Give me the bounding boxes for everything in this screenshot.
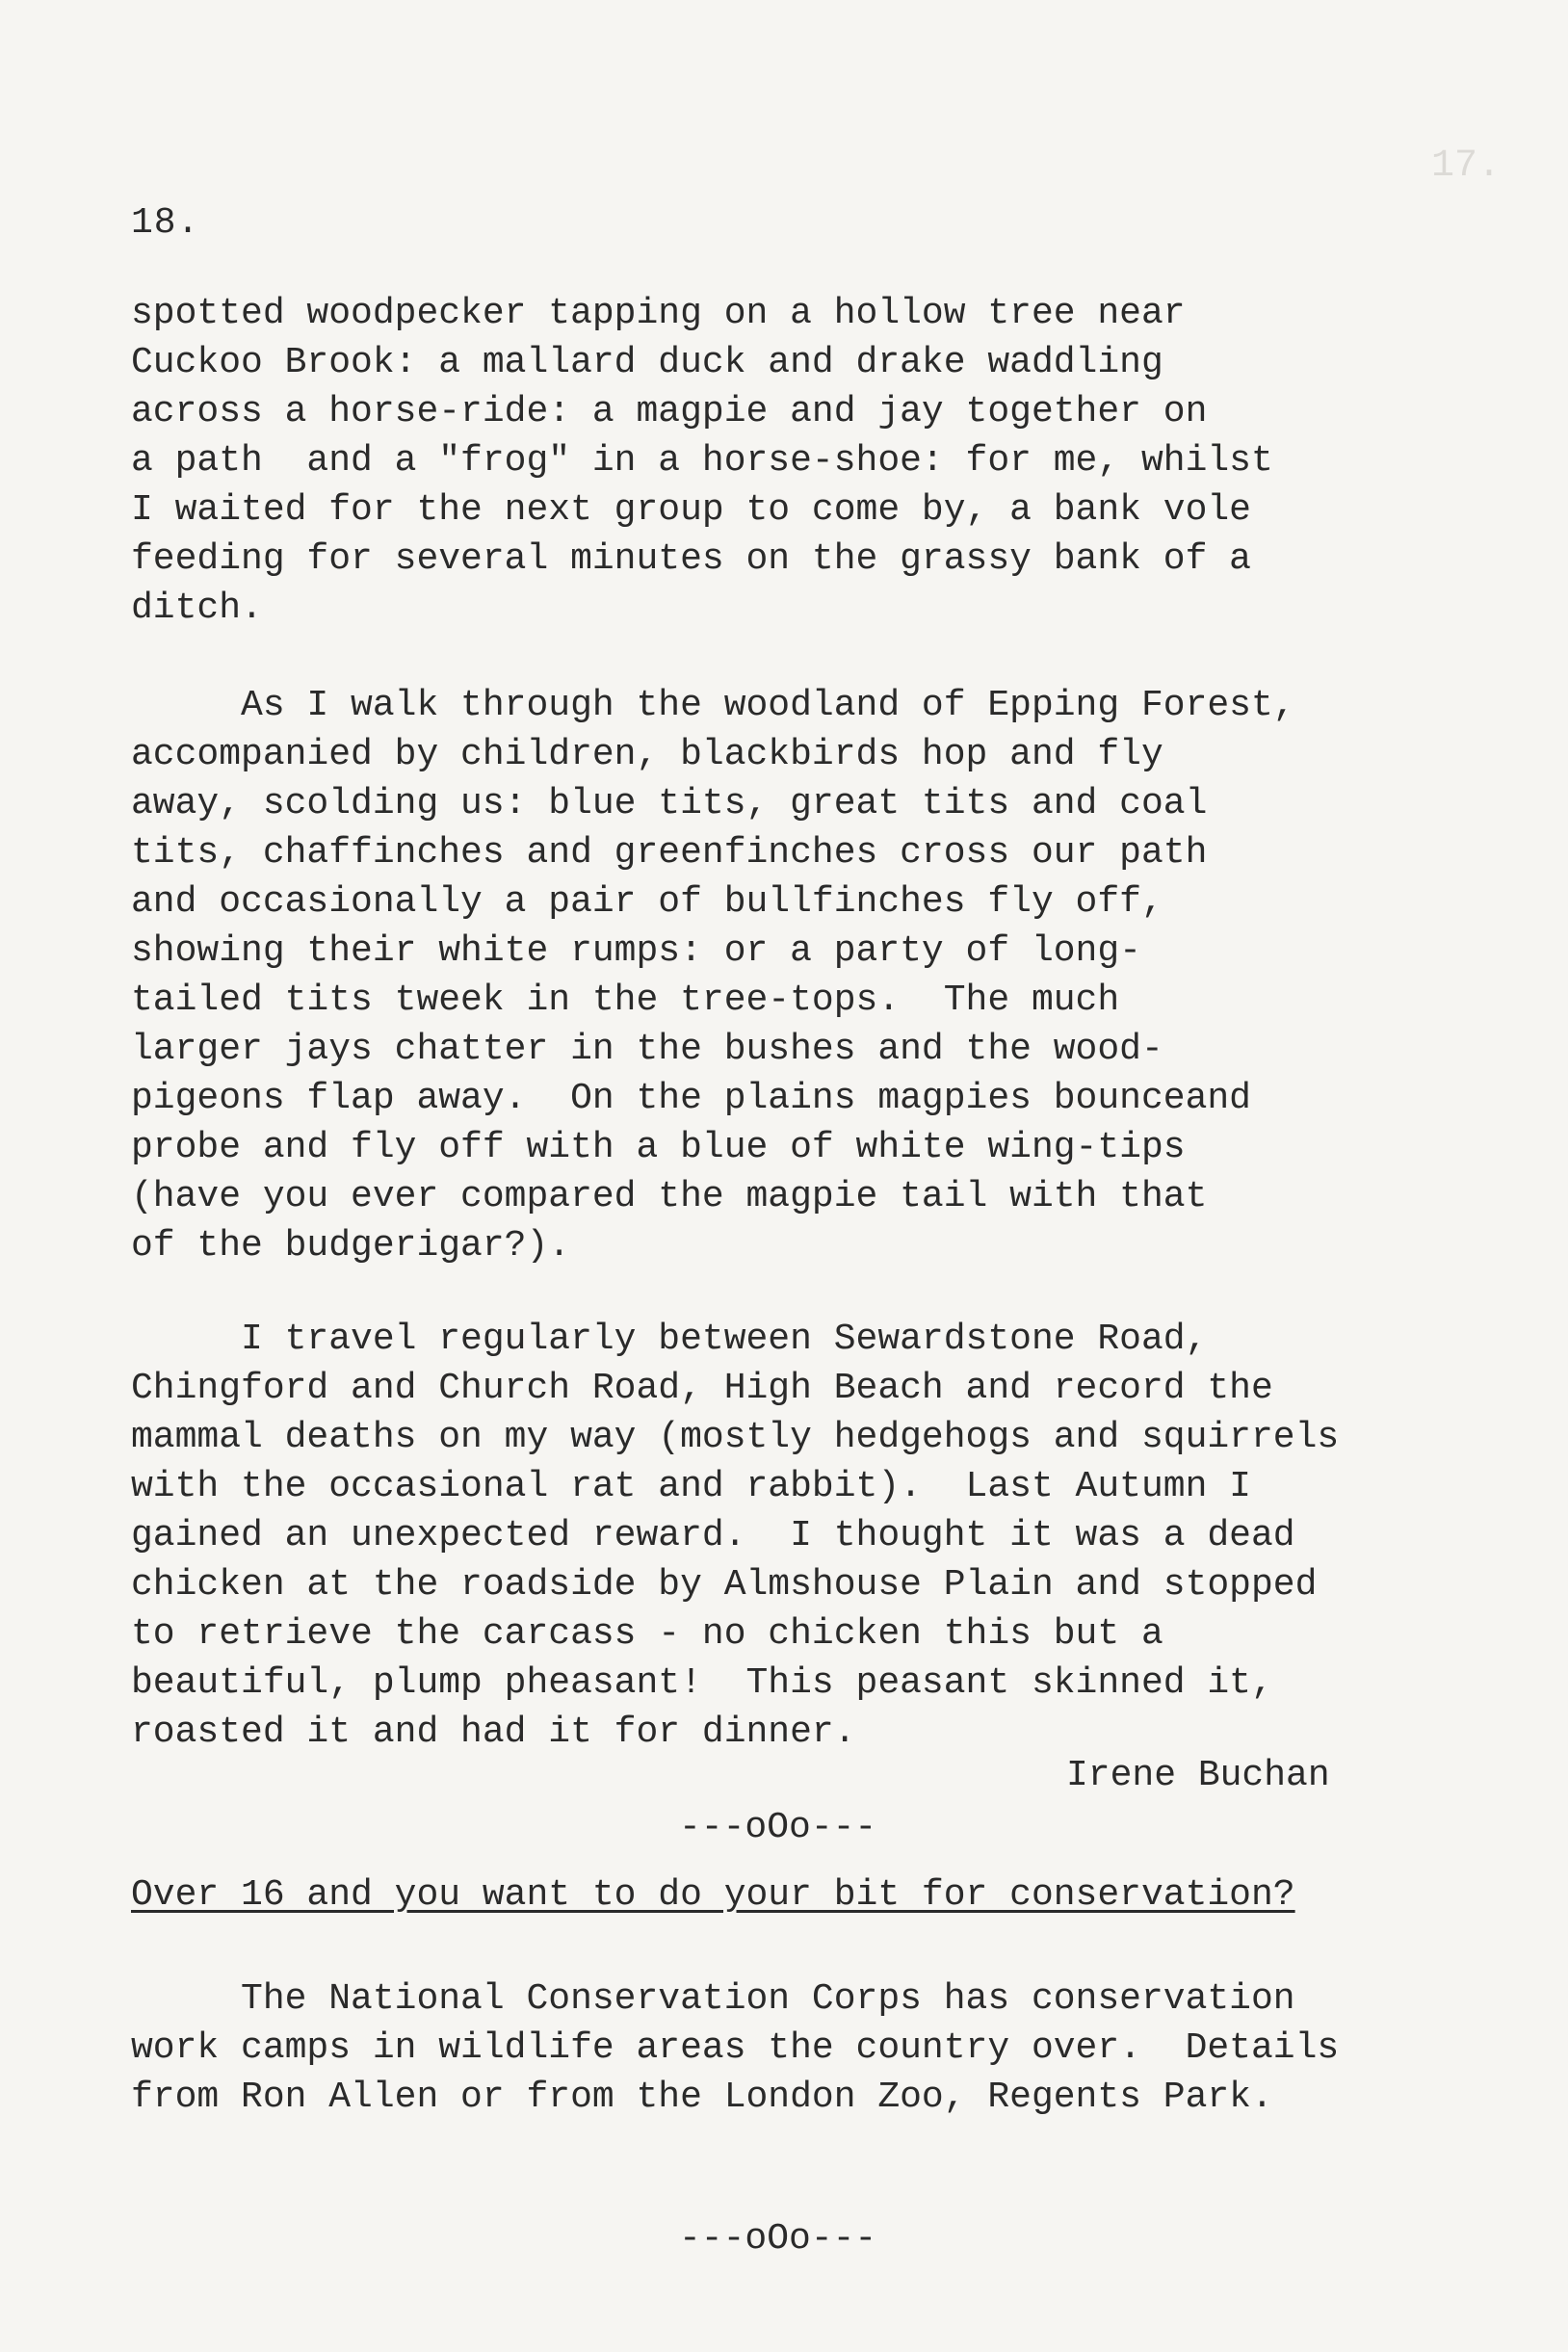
page-number: 18. [131,202,200,244]
show-through-page-number: 17. [1430,144,1501,188]
text-line: a path and a "frog" in a horse-shoe: for me, whilst [131,440,1273,482]
text-line: showing their white rumps: or a party of long- [131,930,1141,972]
paragraph-woodpecker [131,289,1479,633]
text-line: gained an unexpected reward. I thought it was a dead [131,1515,1295,1556]
text-line: ditch. [131,588,263,629]
text-line: spotted woodpecker tapping on a hollow tree near [131,293,1186,334]
author-signature: Irene Buchan [1066,1755,1330,1796]
paragraph-epping-forest [131,681,1479,1270]
text-line: to retrieve the carcass - no chicken this but a [131,1613,1163,1655]
text-line: Cuckoo Brook: a mallard duck and drake waddling [131,342,1163,383]
text-line: work camps in wildlife areas the country over. Details [131,2027,1340,2069]
text-line: The National Conservation Corps has conservation [131,1978,1295,2020]
text-line: tits, chaffinches and greenfinches cross our path [131,832,1208,874]
section-separator: ---oOo--- [679,1807,877,1848]
text-line: with the occasional rat and rabbit). Last Autumn I [131,1466,1251,1507]
conservation-heading: Over 16 and you want to do your bit for conservation? [131,1874,1295,1916]
text-line: tailed tits tweek in the tree-tops. The much [131,980,1120,1021]
text-line: roasted it and had it for dinner. [131,1712,856,1753]
paragraph-pheasant [131,1315,1479,1757]
text-line: of the budgerigar?). [131,1225,571,1267]
text-line: feeding for several minutes on the grassy bank of a [131,538,1251,580]
text-line: (have you ever compared the magpie tail with that [131,1176,1208,1217]
text-line: across a horse-ride: a magpie and jay together on [131,391,1208,432]
text-line: from Ron Allen or from the London Zoo, Regents Park. [131,2077,1273,2118]
paragraph-conservation-corps [131,1974,1479,2122]
text-line: I waited for the next group to come by, a bank vole [131,489,1251,531]
text-line: away, scolding us: blue tits, great tits and coal [131,783,1208,824]
text-line: and occasionally a pair of bullfinches fly off, [131,881,1163,923]
text-line: probe and fly off with a blue of white wing-tips [131,1127,1186,1168]
text-line: pigeons flap away. On the plains magpies bounceand [131,1078,1251,1119]
text-line: As I walk through the woodland of Epping Forest, [131,685,1295,726]
text-line: mammal deaths on my way (mostly hedgehogs and squirrels [131,1417,1340,1458]
text-line: chicken at the roadside by Almshouse Plain and stopped [131,1564,1318,1606]
text-line: I travel regularly between Sewardstone Road, [131,1319,1208,1360]
text-line: accompanied by children, blackbirds hop and fly [131,734,1163,775]
end-separator: ---oOo--- [679,2218,877,2260]
text-line: larger jays chatter in the bushes and the wood- [131,1029,1163,1070]
text-line: Chingford and Church Road, High Beach and record the [131,1368,1273,1409]
text-line: beautiful, plump pheasant! This peasant skinned it, [131,1662,1273,1704]
